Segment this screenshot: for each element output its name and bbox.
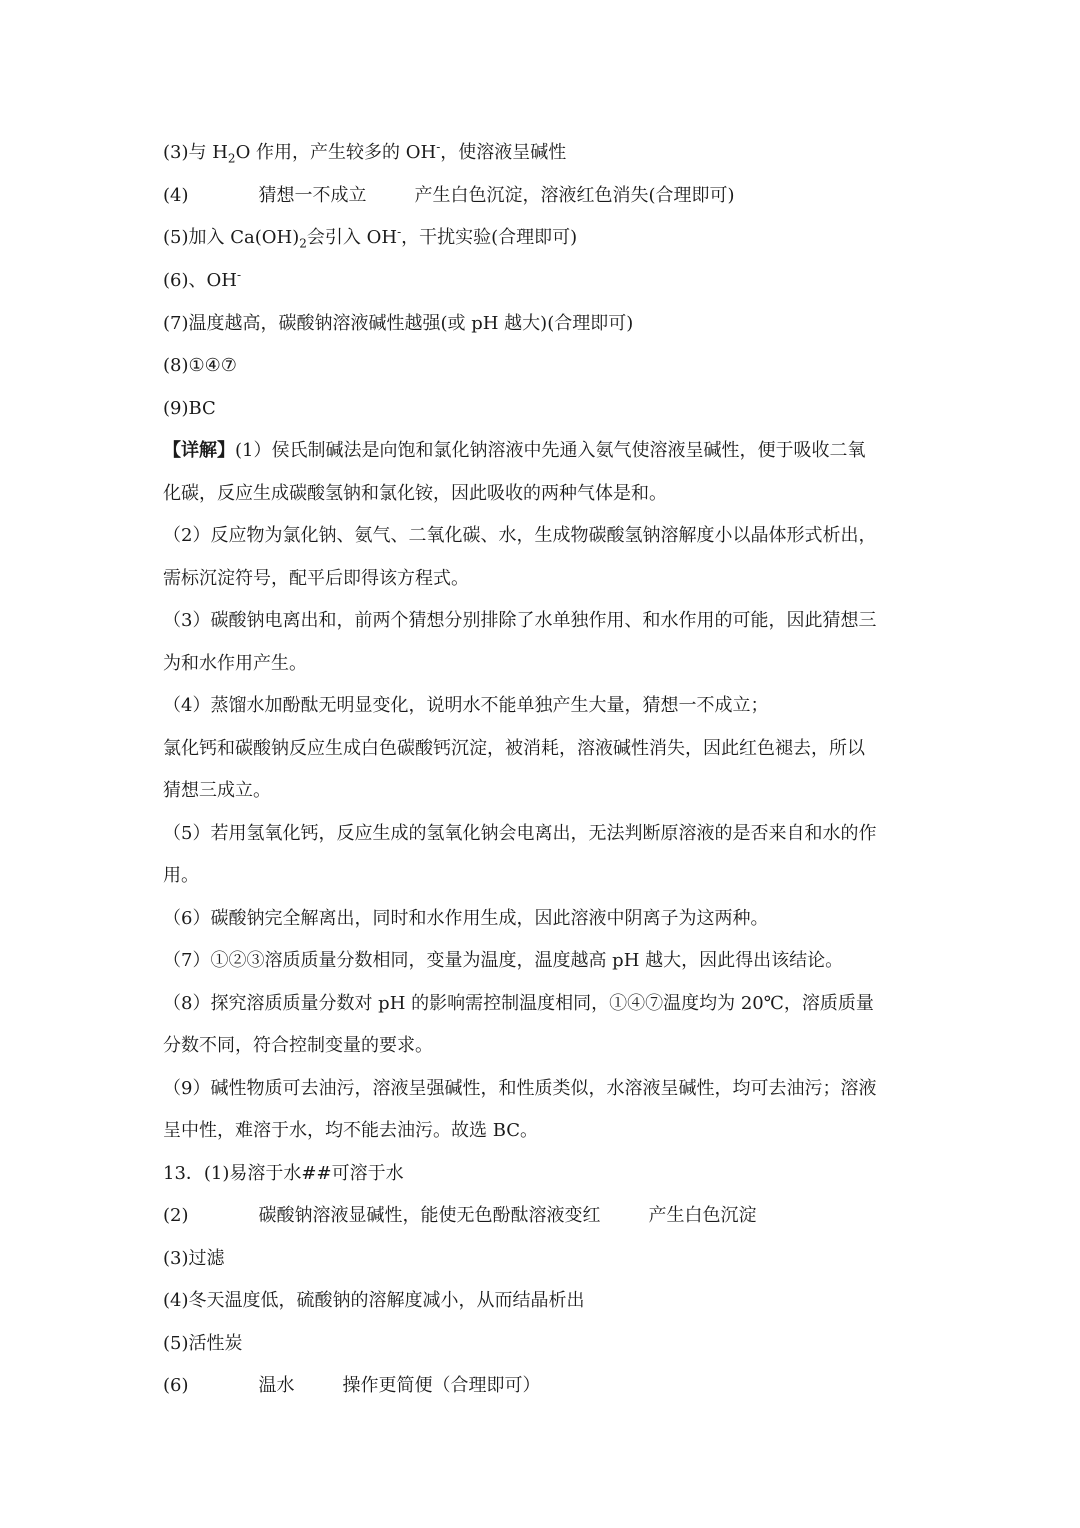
explanation-p5-line1: （5）若用氢氧化钙，反应生成的氢氧化钠会电离出，无法判断原溶液的是否来自和水的作 (163, 823, 877, 844)
explanation-p1-line2: 化碳，反应生成碳酸氢钠和氯化铵，因此吸收的两种气体是和。 (163, 483, 667, 504)
explanation-p3-line2: 为和水作用产生。 (163, 653, 307, 674)
answer-4: (4) 猜想一不成立 产生白色沉淀，溶液红色消失(合理即可) (163, 185, 735, 206)
explanation-p2-line1: （2）反应物为氯化钠、氨气、二氧化碳、水，生成物碳酸氢钠溶解度小以晶体形式析出， (163, 525, 877, 546)
explanation-p3-line1: （3）碳酸钠电离出和，前两个猜想分别排除了水单独作用、和水作用的可能，因此猜想三 (163, 610, 877, 631)
q13-answer-4: (4)冬天温度低，硫酸钠的溶解度减小，从而结晶析出 (163, 1290, 585, 1311)
answer-8: (8)①④⑦ (163, 355, 237, 376)
explanation-p2-line2: 需标沉淀符号，配平后即得该方程式。 (163, 568, 469, 589)
explanation-p4-line3: 猜想三成立。 (163, 780, 271, 801)
explanation-p7: （7）①②③溶质质量分数相同，变量为温度，温度越高 pH 越大，因此得出该结论。 (163, 950, 844, 971)
answer-3: (3)与 $H_2O$ 作用，产生较多的 OH-，使溶液呈碱性 (163, 140, 567, 166)
q13-answer-2: (2) 碳酸钠溶液显碱性，能使无色酚酞溶液变红 产生白色沉淀 (163, 1205, 757, 1226)
explanation-p8-line1: （8）探究溶质质量分数对 pH 的影响需控制温度相同，①④⑦温度均为 20℃，溶质质量 (163, 993, 874, 1014)
answer-5: (5)加入 $Ca(OH)_2$会引入 OH-，干扰实验(合理即可) (163, 225, 578, 251)
explanation-p8-line2: 分数不同，符合控制变量的要求。 (163, 1035, 433, 1056)
answer-6: (6)、OH- (163, 268, 242, 291)
q13-answer-3: (3)过滤 (163, 1248, 225, 1269)
explanation-label: 【详解】 (163, 440, 235, 461)
q13-answer-5: (5)活性炭 (163, 1333, 243, 1354)
explanation-p5-line2: 用。 (163, 865, 199, 886)
answer-9: (9)BC (163, 398, 216, 419)
explanation-p6: （6）碳酸钠完全解离出，同时和水作用生成，因此溶液中阴离子为这两种。 (163, 908, 769, 929)
explanation-p4-line2: 氯化钙和碳酸钠反应生成白色碳酸钙沉淀，被消耗，溶液碱性消失，因此红色褪去，所以 (163, 738, 865, 759)
explanation-p4-line1: （4）蒸馏水加酚酞无明显变化，说明水不能单独产生大量，猜想一不成立； (163, 695, 769, 716)
answer-7: (7)温度越高，碳酸钠溶液碱性越强(或 pH 越大)(合理即可) (163, 313, 634, 334)
explanation-p9-line2: 呈中性，难溶于水，均不能去油污。故选 BC。 (163, 1120, 539, 1141)
q13-answer-1: 13．(1)易溶于水##可溶于水 (163, 1163, 404, 1184)
q13-answer-6: (6) 温水 操作更简便（合理即可） (163, 1375, 541, 1396)
explanation-p9-line1: （9）碱性物质可去油污，溶液呈强碱性，和性质类似，水溶液呈碱性，均可去油污；溶液 (163, 1078, 877, 1099)
explanation-p1-line1: 【详解】(1）侯氏制碱法是向饱和氯化钠溶液中先通入氨气使溶液呈碱性，便于吸收二氧 (163, 440, 866, 461)
